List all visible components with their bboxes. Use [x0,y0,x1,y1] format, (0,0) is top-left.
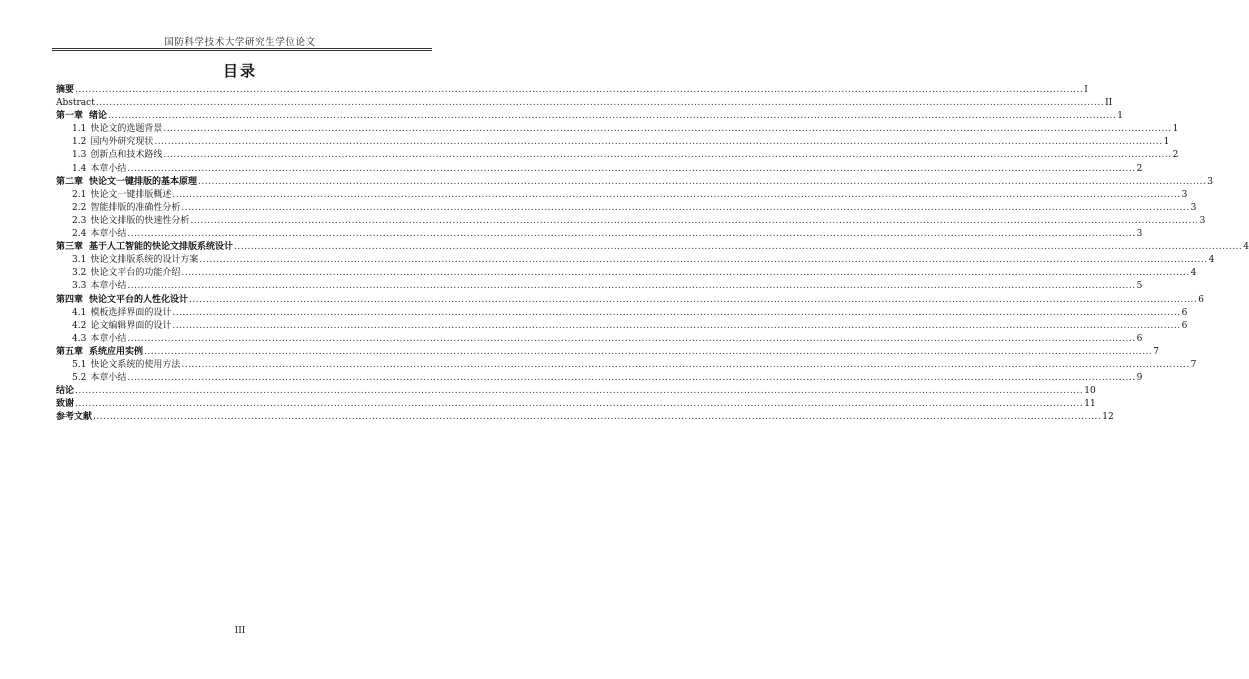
toc-title: 目录 [222,62,257,80]
toc-entry-number: 2.3 [72,215,87,226]
toc-leader-dots: ............................................................................................................................................................................................................................................................................................................ [172,307,1181,318]
toc-entry-number: 2.1 [72,189,87,200]
toc-leader-dots: ............................................................................................................................................................................................................................................................................................................ [75,85,1084,95]
toc-section-entry [56,149,1179,162]
toc-entry-title: 本章小结 [90,373,127,384]
toc-entry-title: 创新点和技术路线 [90,150,163,161]
toc-entry-page: 4 [1190,268,1197,279]
toc-entry-title: 论文编辑界面的设计 [90,320,172,331]
toc-entry-title: 结论 [56,386,75,397]
toc-leader-dots: ............................................................................................................................................................................................................................................................................................................ [163,124,1172,135]
toc-section-entry [56,136,1170,149]
toc-section-entry [56,333,1143,346]
toc-entry-number: 2.4 [72,229,87,240]
toc-leader-dots: ............................................................................................................................................................................................................................................................................................................ [127,163,1136,174]
toc-entry-page: 4 [1208,255,1215,266]
toc-leader-dots: ............................................................................................................................................................................................................................................................................................................ [75,386,1084,397]
toc-entry-page: 1 [1172,124,1179,135]
toc-entry-title: 摘要 [56,85,75,95]
toc-entry-page: 3 [1181,189,1188,200]
toc-entry-number: 4.1 [72,307,87,318]
toc-entry-number: 2.2 [72,202,87,213]
toc-leader-dots: ............................................................................................................................................................................................................................................................................................................ [172,320,1181,331]
toc-entry-page: I [1084,85,1088,95]
toc-entry-title: 快论文平台的功能介绍 [90,268,181,279]
toc-chapter-entry [56,346,1160,359]
toc-entry-page: 5 [1136,281,1143,292]
toc-entry-title: 快论文一键排版概述 [90,189,172,200]
toc-entry-number: 3.2 [72,268,87,279]
toc-entry-page: 6 [1198,294,1205,305]
toc-entry-title: 系统应用实例 [89,346,144,357]
toc-entry [56,411,1114,424]
toc-entry-title: 模板选择界面的设计 [90,307,172,318]
toc-leader-dots: ............................................................................................................................................................................................................................................................................................................ [93,412,1102,423]
toc-entry [56,84,1088,97]
toc-entry-number: 第一章 [56,111,84,122]
toc-entry-title: 基于人工智能的快论文排版系统设计 [89,242,234,253]
toc-entry-title: 快论文系统的使用方法 [90,359,181,370]
toc-section-entry [56,359,1197,372]
toc-entry-title: 快论文的选题背景 [90,124,163,135]
toc-section-entry [56,189,1188,202]
toc-entry-title: Abstract [56,98,95,109]
toc-entry-number: 4.3 [72,333,87,344]
toc-entry-page: 10 [1084,386,1096,397]
toc-entry [56,398,1096,411]
toc-leader-dots: ............................................................................................................................................................................................................................................................................................................ [127,229,1136,240]
toc-section-entry [56,123,1179,136]
toc-entry-title: 本章小结 [90,333,127,344]
toc-entry-page: 1 [1117,111,1124,122]
toc-entry-number: 第三章 [56,242,84,253]
toc-leader-dots: ............................................................................................................................................................................................................................................................................................................ [198,176,1207,187]
toc-chapter-entry [56,110,1124,123]
page-number: III [234,626,246,636]
toc-leader-dots: ............................................................................................................................................................................................................................................................................................................ [154,137,1163,148]
toc-entry-number: 5.2 [72,373,87,384]
toc-entry-page: 1 [1163,137,1170,148]
toc-entry-number: 4.2 [72,320,87,331]
toc-entry-page: 6 [1181,307,1188,318]
toc-entry-title: 快论文平台的人性化设计 [89,294,189,305]
toc-entry-title: 快论文排版的快速性分析 [90,215,190,226]
toc-entry-title: 参考文献 [56,412,93,423]
toc-leader-dots: ............................................................................................................................................................................................................................................................................................................ [144,346,1153,357]
toc-entry-number: 第五章 [56,346,84,357]
toc-entry-title: 智能排版的准确性分析 [90,202,181,213]
toc-entry-page: 3 [1136,229,1143,240]
toc-leader-dots: ............................................................................................................................................................................................................................................................................................................ [234,242,1243,253]
toc-leader-dots: ............................................................................................................................................................................................................................................................................................................ [189,294,1198,305]
toc-entry-number: 3.3 [72,281,87,292]
toc-entry-title: 本章小结 [90,281,127,292]
toc-section-entry [56,228,1143,241]
toc-chapter-entry [56,294,1205,307]
toc-entry [56,385,1096,398]
running-header: 国防科学技术大学研究生学位论文 [164,37,316,48]
toc-entry-page: 3 [1190,202,1197,213]
toc-entry-page: 2 [1172,150,1179,161]
toc-leader-dots: ............................................................................................................................................................................................................................................................................................................ [127,281,1136,292]
toc-entry-page: 4 [1243,242,1249,253]
header-rule [52,48,432,49]
toc-entry-page: 6 [1181,320,1188,331]
toc-chapter-entry [56,241,1249,254]
toc-entry-title: 快论文一键排版的基本原理 [89,176,198,187]
toc-entry-number: 1.4 [72,163,87,174]
toc-section-entry [56,372,1143,385]
toc-entry-page: 2 [1136,163,1143,174]
toc-leader-dots: ............................................................................................................................................................................................................................................................................................................ [127,333,1136,344]
toc-leader-dots: ............................................................................................................................................................................................................................................................................................................ [181,359,1190,370]
toc-entry-number: 第二章 [56,176,84,187]
toc-leader-dots: ............................................................................................................................................................................................................................................................................................................ [95,98,1105,109]
toc-leader-dots: ............................................................................................................................................................................................................................................................................................................ [127,373,1136,384]
toc-entry-page: 12 [1102,412,1114,423]
toc-entry-title: 本章小结 [90,229,127,240]
toc-entry-title: 绪论 [89,111,108,122]
toc-entry-number: 3.1 [72,255,87,266]
toc-leader-dots: ............................................................................................................................................................................................................................................................................................................ [181,202,1190,213]
toc-entry-page: 3 [1207,176,1214,187]
toc-entry-number: 5.1 [72,359,87,370]
toc-entry-page: II [1105,98,1113,109]
toc-leader-dots: ............................................................................................................................................................................................................................................................................................................ [181,268,1190,279]
table-of-contents [56,84,1249,424]
toc-entry-number: 第四章 [56,294,84,305]
toc-entry-page: 9 [1136,373,1143,384]
toc-chapter-entry [56,176,1214,189]
toc-entry-number: 1.3 [72,150,87,161]
toc-entry-title: 致谢 [56,399,75,410]
toc-section-entry [56,280,1143,293]
toc-entry-page: 7 [1190,359,1197,370]
toc-entry [56,97,1113,110]
toc-leader-dots: ............................................................................................................................................................................................................................................................................................................ [190,215,1199,226]
toc-entry-page: 11 [1084,399,1096,410]
header-rule-thin [52,50,432,51]
toc-section-entry [56,320,1188,333]
toc-leader-dots: ............................................................................................................................................................................................................................................................................................................ [199,255,1208,266]
toc-section-entry [56,307,1188,320]
toc-section-entry [56,215,1206,228]
toc-entry-number: 1.2 [72,137,87,148]
toc-leader-dots: ............................................................................................................................................................................................................................................................................................................ [172,189,1181,200]
toc-entry-title: 本章小结 [90,163,127,174]
toc-entry-page: 6 [1136,333,1143,344]
toc-leader-dots: ............................................................................................................................................................................................................................................................................................................ [163,150,1172,161]
toc-entry-title: 国内外研究现状 [90,137,154,148]
toc-section-entry [56,163,1143,176]
toc-section-entry [56,254,1215,267]
toc-entry-page: 7 [1153,346,1160,357]
toc-leader-dots: ............................................................................................................................................................................................................................................................................................................ [75,399,1084,410]
toc-entry-number: 1.1 [72,124,87,135]
toc-section-entry [56,202,1197,215]
toc-entry-title: 快论文排版系统的设计方案 [90,255,199,266]
toc-entry-page: 3 [1199,215,1206,226]
toc-section-entry [56,267,1197,280]
toc-leader-dots: ............................................................................................................................................................................................................................................................................................................ [108,111,1117,122]
